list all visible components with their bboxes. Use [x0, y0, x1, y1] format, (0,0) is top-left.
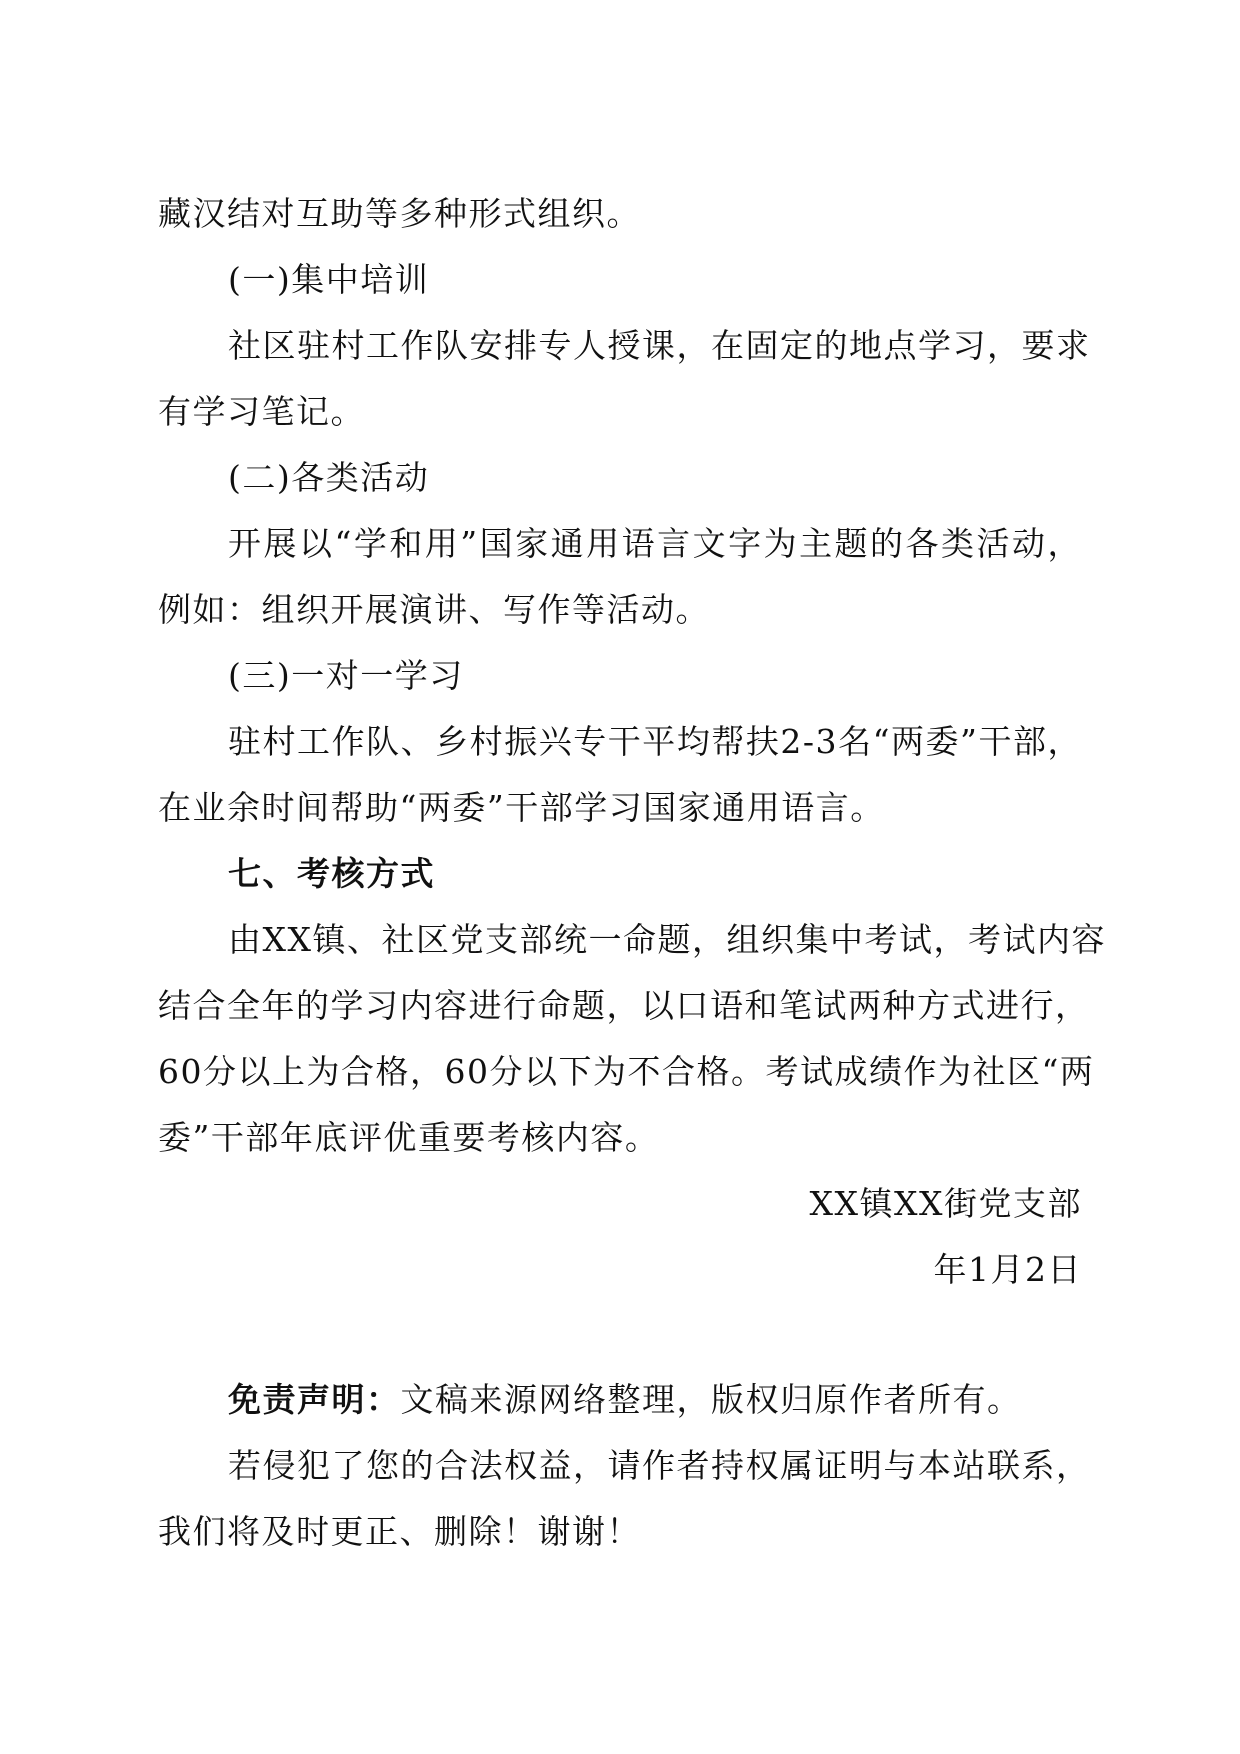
signature-date: 年1月2日 [933, 1250, 1082, 1289]
paragraph-line: 在业余时间帮助“两委”干部学习国家通用语言。 [158, 788, 885, 827]
subheading-one-on-one: (三)一对一学习 [228, 656, 464, 695]
paragraph-line: 藏汉结对互助等多种形式组织。 [158, 194, 641, 233]
paragraph-line: 例如：组织开展演讲、写作等活动。 [158, 590, 710, 629]
subheading-centralized-training: (一)集中培训 [228, 260, 430, 299]
paragraph-line: 有学习笔记。 [158, 392, 365, 431]
disclaimer-line: 我们将及时更正、删除！谢谢！ [158, 1512, 641, 1551]
paragraph-line: 驻村工作队、乡村振兴专干平均帮扶2-3名“两委”干部， [228, 722, 1082, 761]
disclaimer-text: 文稿来源网络整理，版权归原作者所有。 [400, 1380, 1022, 1419]
spacer [158, 1303, 1082, 1367]
paragraph-line: 社区驻村工作队安排专人授课，在固定的地点学习，要求 [228, 326, 1091, 365]
paragraph-line: 由XX镇、社区党支部统一命题，组织集中考试，考试内容 [228, 920, 1106, 959]
disclaimer-line [158, 1367, 1082, 1433]
subheading-activities: (二)各类活动 [228, 458, 430, 497]
paragraph-line: 结合全年的学习内容进行命题，以口语和笔试两种方式进行， [158, 986, 1090, 1025]
document-page [158, 181, 1106, 1565]
disclaimer-label: 免责声明： [228, 1380, 401, 1419]
paragraph-line: 开展以“学和用”国家通用语言文字为主题的各类活动， [228, 524, 1082, 563]
section-heading-assessment: 七、考核方式 [228, 854, 435, 893]
paragraph-line: 60分以上为合格，60分以下为不合格。考试成绩作为社区“两 [158, 1052, 1095, 1091]
signature-org: XX镇XX街党支部 [809, 1184, 1082, 1223]
paragraph-line: 委”干部年底评优重要考核内容。 [158, 1118, 660, 1157]
disclaimer-line: 若侵犯了您的合法权益，请作者持权属证明与本站联系， [228, 1446, 1091, 1485]
